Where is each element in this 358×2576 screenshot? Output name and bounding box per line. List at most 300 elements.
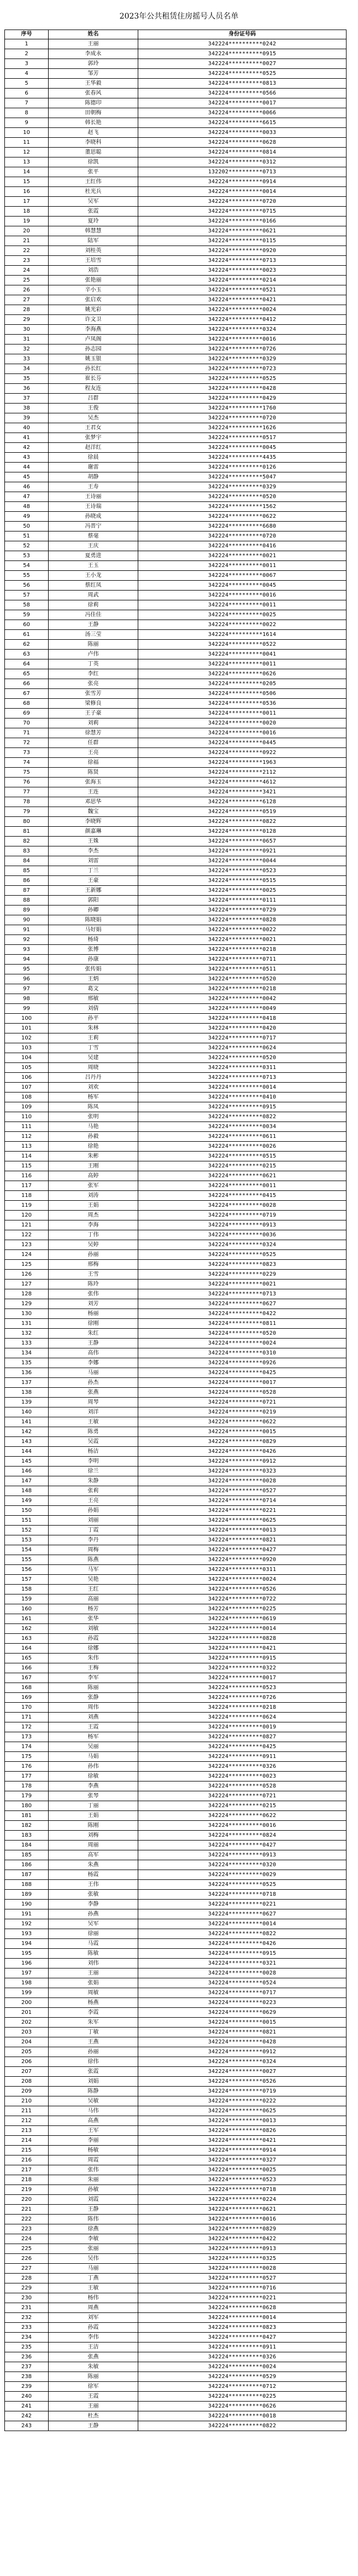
- table-row: [5, 748, 347, 758]
- table-row: [5, 246, 347, 256]
- row-id-number: 342224**********0011: [138, 1181, 347, 1191]
- row-id-number: 342224**********0721: [138, 1791, 347, 1801]
- table-row: [5, 2224, 347, 2234]
- row-number: 143: [5, 1437, 49, 1447]
- table-row: [5, 295, 347, 305]
- row-id-number: 342224**********0915: [138, 49, 347, 59]
- row-name: 张琴: [49, 1791, 138, 1801]
- row-number: 31: [5, 335, 49, 344]
- row-number: 131: [5, 1319, 49, 1329]
- table-row: [5, 98, 347, 108]
- table-row: [5, 108, 347, 118]
- row-number: 107: [5, 1083, 49, 1093]
- row-id-number: 342224**********0329: [138, 482, 347, 492]
- row-id-number: 342224**********0520: [138, 1329, 347, 1339]
- row-name: 吴艳: [49, 1575, 138, 1585]
- row-name: 张军: [49, 1181, 138, 1191]
- row-number: 120: [5, 1211, 49, 1220]
- table-row: [5, 1604, 347, 1614]
- table-row: [5, 1378, 347, 1388]
- row-name: 张明: [49, 1112, 138, 1122]
- row-id-number: 342224**********0327: [138, 2156, 347, 2165]
- row-id-number: 342224**********0914: [138, 2146, 347, 2156]
- row-number: 48: [5, 502, 49, 512]
- row-id-number: 342224**********0215: [138, 1801, 347, 1811]
- table-row: [5, 2411, 347, 2421]
- row-name: 高伟: [49, 1348, 138, 1358]
- row-id-number: 342224**********0022: [138, 925, 347, 935]
- row-name: 张伟: [49, 2165, 138, 2175]
- row-name: 陈伟: [49, 2215, 138, 2224]
- row-number: 156: [5, 1565, 49, 1575]
- row-id-number: 342224**********0412: [138, 315, 347, 325]
- row-name: 王培雪: [49, 256, 138, 266]
- row-number: 169: [5, 1693, 49, 1703]
- table-row: [5, 1358, 347, 1368]
- row-id-number: 342224**********0726: [138, 344, 347, 354]
- row-number: 64: [5, 659, 49, 669]
- table-row: [5, 1299, 347, 1309]
- table-row: [5, 1634, 347, 1644]
- row-name: 王连: [49, 787, 138, 797]
- row-id-number: 342224**********0719: [138, 1211, 347, 1220]
- row-id-number: 342224**********0621: [138, 1171, 347, 1181]
- row-number: 157: [5, 1575, 49, 1585]
- row-number: 218: [5, 2175, 49, 2185]
- row-name: 张雪芳: [49, 689, 138, 699]
- row-id-number: 342224**********0014: [138, 187, 347, 197]
- row-name: 杜杰: [49, 2411, 138, 2421]
- row-number: 150: [5, 1506, 49, 1516]
- row-id-number: 342224**********0024: [138, 1575, 347, 1585]
- row-name: 朱丽: [49, 2175, 138, 2185]
- table-row: [5, 866, 347, 876]
- row-name: 张娟: [49, 1978, 138, 1988]
- row-name: 徐莉: [49, 600, 138, 610]
- row-name: 孙晓成: [49, 512, 138, 522]
- row-number: 62: [5, 640, 49, 650]
- table-row: [5, 1880, 347, 1890]
- row-number: 210: [5, 2096, 49, 2106]
- row-name: 王娟: [49, 1201, 138, 1211]
- row-name: 刘涛: [49, 1191, 138, 1201]
- row-id-number: 342224**********0714: [138, 1496, 347, 1506]
- row-id-number: 342224**********0042: [138, 994, 347, 1004]
- row-name: 王敏: [49, 2283, 138, 2293]
- table-row: [5, 128, 347, 138]
- table-row: [5, 482, 347, 492]
- row-id-number: 342224**********0021: [138, 1280, 347, 1289]
- row-name: 陈静: [49, 2087, 138, 2096]
- row-number: 206: [5, 2057, 49, 2067]
- table-row: [5, 1161, 347, 1171]
- table-row: [5, 2264, 347, 2274]
- row-name: 王庆: [49, 541, 138, 551]
- row-name: 周杰: [49, 1211, 138, 1220]
- row-number: 98: [5, 994, 49, 1004]
- row-name: 刘梅: [49, 1831, 138, 1841]
- row-number: 205: [5, 2047, 49, 2057]
- table-row: [5, 886, 347, 896]
- table-row: [5, 1388, 347, 1398]
- table-row: [5, 1280, 347, 1289]
- table-row: [5, 531, 347, 541]
- row-id-number: 342224**********0020: [138, 719, 347, 728]
- row-id-number: 342224**********0811: [138, 1319, 347, 1329]
- row-number: 95: [5, 965, 49, 974]
- table-row: [5, 1063, 347, 1073]
- table-row: [5, 2175, 347, 2185]
- row-name: 马丽: [49, 1368, 138, 1378]
- row-id-number: 342224**********0011: [138, 561, 347, 571]
- table-row: [5, 59, 347, 69]
- row-number: 139: [5, 1398, 49, 1407]
- row-id-number: 342224**********0626: [138, 669, 347, 679]
- row-id-number: 342224**********0021: [138, 935, 347, 945]
- row-number: 141: [5, 1417, 49, 1427]
- row-id-number: 342224**********0622: [138, 1417, 347, 1427]
- row-id-number: 342224**********0528: [138, 1781, 347, 1791]
- row-number: 109: [5, 1102, 49, 1112]
- row-id-number: 342224**********1626: [138, 423, 347, 433]
- table-row: [5, 610, 347, 620]
- row-id-number: 342224**********0027: [138, 2067, 347, 2077]
- row-id-number: 342224**********0218: [138, 945, 347, 955]
- row-number: 67: [5, 689, 49, 699]
- table-row: [5, 1722, 347, 1732]
- row-id-number: 342224**********0922: [138, 748, 347, 758]
- row-id-number: 342224**********0218: [138, 984, 347, 994]
- row-number: 27: [5, 295, 49, 305]
- row-name: 梁修良: [49, 699, 138, 709]
- table-row: [5, 728, 347, 738]
- row-name: 杨琦: [49, 935, 138, 945]
- row-name: 杨丽: [49, 1309, 138, 1319]
- row-number: 135: [5, 1358, 49, 1368]
- row-name: 王诗丽: [49, 492, 138, 502]
- row-number: 30: [5, 325, 49, 335]
- row-name: 陈敏: [49, 1949, 138, 1959]
- row-id-number: 342224**********0619: [138, 1614, 347, 1624]
- row-name: 吕群: [49, 394, 138, 404]
- row-name: 吴敏: [49, 2096, 138, 2106]
- row-id-number: 342224**********0926: [138, 1358, 347, 1368]
- table-row: [5, 256, 347, 266]
- row-name: 刘雷: [49, 856, 138, 866]
- row-name: 吴伟: [49, 2254, 138, 2264]
- row-name: 周梅: [49, 1545, 138, 1555]
- row-name: 刘军: [49, 2313, 138, 2323]
- table-row: [5, 472, 347, 482]
- row-number: 220: [5, 2195, 49, 2205]
- row-name: 胡静: [49, 472, 138, 482]
- row-name: 杨燕: [49, 1998, 138, 2008]
- row-number: 233: [5, 2323, 49, 2333]
- row-number: 19: [5, 217, 49, 226]
- row-name: 陈丽: [49, 1683, 138, 1693]
- row-id-number: 342224**********0111: [138, 896, 347, 906]
- table-row: [5, 1457, 347, 1467]
- table-row: [5, 148, 347, 157]
- row-id-number: 342224**********0520: [138, 492, 347, 502]
- row-name: 王霞: [49, 1722, 138, 1732]
- row-id-number: 342224**********0911: [138, 1752, 347, 1762]
- row-number: 162: [5, 1624, 49, 1634]
- row-id-number: 342224**********0044: [138, 856, 347, 866]
- row-id-number: 342224**********0126: [138, 463, 347, 472]
- row-number: 40: [5, 423, 49, 433]
- table-row: [5, 1919, 347, 1929]
- row-id-number: 342224**********0823: [138, 1260, 347, 1270]
- row-name: 杨芳: [49, 1604, 138, 1614]
- row-number: 196: [5, 1959, 49, 1968]
- table-row: [5, 1191, 347, 1201]
- table-row: [5, 2067, 347, 2077]
- row-id-number: 342224**********0627: [138, 1909, 347, 1919]
- row-id-number: 342224**********0028: [138, 1968, 347, 1978]
- table-row: [5, 1772, 347, 1781]
- row-id-number: 342224**********0024: [138, 305, 347, 315]
- row-number: 63: [5, 650, 49, 659]
- row-id-number: 342224**********0323: [138, 1467, 347, 1476]
- row-number: 182: [5, 1821, 49, 1831]
- row-id-number: 342224**********0626: [138, 2402, 347, 2411]
- row-id-number: 342224**********0049: [138, 1004, 347, 1014]
- row-id-number: 342224**********0324: [138, 2057, 347, 2067]
- row-name: 夏勇进: [49, 551, 138, 561]
- row-id-number: 342224**********0915: [138, 1654, 347, 1663]
- row-name: 刘燕: [49, 1713, 138, 1722]
- table-row: [5, 581, 347, 591]
- row-number: 183: [5, 1831, 49, 1841]
- row-name: 孙志园: [49, 344, 138, 354]
- row-id-number: 342224**********0027: [138, 59, 347, 69]
- row-id-number: 342224**********0425: [138, 1368, 347, 1378]
- row-name: 徐艳: [49, 1142, 138, 1152]
- row-name: 马丽: [49, 2264, 138, 2274]
- row-number: 53: [5, 551, 49, 561]
- table-row: [5, 167, 347, 177]
- table-row: [5, 659, 347, 669]
- row-number: 16: [5, 187, 49, 197]
- row-name: 魏宝: [49, 807, 138, 817]
- row-id-number: 342224**********0016: [138, 2215, 347, 2224]
- row-number: 229: [5, 2283, 49, 2293]
- row-number: 154: [5, 1545, 49, 1555]
- row-number: 89: [5, 906, 49, 915]
- table-row: [5, 2047, 347, 2057]
- row-number: 195: [5, 1949, 49, 1959]
- row-name: 赵飞: [49, 128, 138, 138]
- row-id-number: 342224**********0115: [138, 236, 347, 246]
- row-number: 117: [5, 1181, 49, 1191]
- row-id-number: 342224**********0713: [138, 256, 347, 266]
- table-row: [5, 709, 347, 719]
- row-name: 姚光彩: [49, 305, 138, 315]
- row-number: 108: [5, 1093, 49, 1102]
- table-row: [5, 679, 347, 689]
- row-number: 91: [5, 925, 49, 935]
- table-row: [5, 1309, 347, 1319]
- table-row: [5, 817, 347, 827]
- table-row: [5, 768, 347, 778]
- table-header-row: [5, 30, 347, 39]
- row-number: 234: [5, 2333, 49, 2343]
- row-number: 17: [5, 197, 49, 207]
- row-name: 高婷: [49, 1171, 138, 1181]
- row-name: 王亮: [49, 748, 138, 758]
- row-name: 王燕: [49, 2037, 138, 2047]
- row-id-number: 342224**********0013: [138, 2116, 347, 2126]
- table-row: [5, 1407, 347, 1417]
- row-id-number: 342224**********0225: [138, 2392, 347, 2402]
- row-id-number: 342224**********0028: [138, 2264, 347, 2274]
- row-number: 61: [5, 630, 49, 640]
- table-row: [5, 2077, 347, 2087]
- row-name: 朱静: [49, 1476, 138, 1486]
- row-id-number: 342224**********0014: [138, 1083, 347, 1093]
- table-row: [5, 1545, 347, 1555]
- row-name: 马娟: [49, 1752, 138, 1762]
- row-name: 张梦宇: [49, 433, 138, 443]
- row-id-number: 342224**********0018: [138, 2411, 347, 2421]
- table-row: [5, 1929, 347, 1939]
- row-name: 吴军: [49, 197, 138, 207]
- row-id-number: 342224**********0128: [138, 827, 347, 837]
- row-number: 100: [5, 1014, 49, 1024]
- row-number: 177: [5, 1772, 49, 1781]
- row-name: 葛文: [49, 984, 138, 994]
- row-name: 丁霞: [49, 1526, 138, 1535]
- row-id-number: 342224**********0813: [138, 79, 347, 89]
- row-name: 周琴: [49, 1398, 138, 1407]
- table-row: [5, 571, 347, 581]
- row-name: 汤三莹: [49, 630, 138, 640]
- row-name: 孙毅: [49, 1132, 138, 1142]
- row-name: 张霞: [49, 2067, 138, 2077]
- table-row: [5, 384, 347, 394]
- table-row: [5, 876, 347, 886]
- row-name: 孙丽: [49, 1250, 138, 1260]
- row-name: 杨军: [49, 1732, 138, 1742]
- table-row: [5, 2057, 347, 2067]
- row-name: 周敏: [49, 1988, 138, 1998]
- table-row: [5, 669, 347, 679]
- row-id-number: 342224**********0015: [138, 2018, 347, 2028]
- table-row: [5, 276, 347, 285]
- row-id-number: 342224**********0221: [138, 1900, 347, 1909]
- row-name: 王红伟: [49, 177, 138, 187]
- row-number: 133: [5, 1339, 49, 1348]
- row-id-number: 342224**********0527: [138, 1486, 347, 1496]
- row-name: 谢雷: [49, 463, 138, 472]
- table-row: [5, 1752, 347, 1762]
- row-number: 99: [5, 1004, 49, 1014]
- table-row: [5, 719, 347, 728]
- row-id-number: 342224**********0821: [138, 2028, 347, 2037]
- row-id-number: 342224**********0515: [138, 1152, 347, 1161]
- row-id-number: 342224**********0205: [138, 679, 347, 689]
- row-number: 24: [5, 266, 49, 276]
- row-name: 高丽: [49, 1594, 138, 1604]
- table-row: [5, 984, 347, 994]
- table-row: [5, 1801, 347, 1811]
- row-id-number: 342224**********0422: [138, 2234, 347, 2244]
- row-id-number: 342224**********0624: [138, 1713, 347, 1722]
- table-row: [5, 591, 347, 600]
- row-id-number: 342224**********0524: [138, 1978, 347, 1988]
- row-id-number: 342224**********0022: [138, 620, 347, 630]
- row-name: 李丽: [49, 2136, 138, 2146]
- row-number: 45: [5, 472, 49, 482]
- table-row: [5, 1949, 347, 1959]
- row-id-number: 342224**********0025: [138, 886, 347, 896]
- row-number: 29: [5, 315, 49, 325]
- row-id-number: 342224**********0915: [138, 1102, 347, 1112]
- row-number: 184: [5, 1841, 49, 1850]
- row-name: 刘娟: [49, 2077, 138, 2087]
- row-id-number: 342224**********1614: [138, 630, 347, 640]
- table-row: [5, 1201, 347, 1211]
- row-number: 66: [5, 679, 49, 689]
- row-number: 116: [5, 1171, 49, 1181]
- table-row: [5, 335, 347, 344]
- table-row: [5, 2205, 347, 2215]
- row-name: 孙娟: [49, 1506, 138, 1516]
- row-id-number: 342224**********0016: [138, 335, 347, 344]
- row-id-number: 342224**********0823: [138, 2323, 347, 2333]
- table-row: [5, 2234, 347, 2244]
- row-name: 张敏: [49, 1890, 138, 1900]
- row-number: 37: [5, 394, 49, 404]
- row-id-number: 342224**********0525: [138, 1880, 347, 1890]
- row-number: 43: [5, 453, 49, 463]
- row-name: 张艳丽: [49, 276, 138, 285]
- row-name: 王豪: [49, 876, 138, 886]
- row-name: 张莉: [49, 1486, 138, 1496]
- table-row: [5, 325, 347, 335]
- roster-table: [4, 30, 347, 2431]
- row-number: 149: [5, 1496, 49, 1506]
- table-row: [5, 1978, 347, 1988]
- row-id-number: 342224**********0912: [138, 1457, 347, 1467]
- row-number: 8: [5, 108, 49, 118]
- row-id-number: 342224**********0418: [138, 1014, 347, 1024]
- row-number: 167: [5, 1673, 49, 1683]
- row-id-number: 342224**********0822: [138, 1929, 347, 1939]
- row-id-number: 342224**********0822: [138, 2421, 347, 2431]
- table-row: [5, 561, 347, 571]
- row-id-number: 342224**********0034: [138, 1122, 347, 1132]
- row-name: 王姝: [49, 837, 138, 846]
- row-name: 吴建: [49, 1053, 138, 1063]
- row-id-number: 342224**********0712: [138, 2382, 347, 2392]
- table-row: [5, 1339, 347, 1348]
- row-id-number: 342224**********0041: [138, 650, 347, 659]
- row-number: 170: [5, 1703, 49, 1713]
- row-id-number: 342224**********5047: [138, 472, 347, 482]
- row-number: 173: [5, 1732, 49, 1742]
- row-id-number: 342224**********0729: [138, 906, 347, 915]
- table-row: [5, 453, 347, 463]
- row-id-number: 342224**********0017: [138, 1673, 347, 1683]
- row-id-number: 342224**********0215: [138, 1161, 347, 1171]
- table-row: [5, 187, 347, 197]
- row-id-number: 342224**********0716: [138, 2283, 347, 2293]
- row-name: 马军: [49, 1565, 138, 1575]
- row-name: 刘桂英: [49, 246, 138, 256]
- table-row: [5, 1289, 347, 1299]
